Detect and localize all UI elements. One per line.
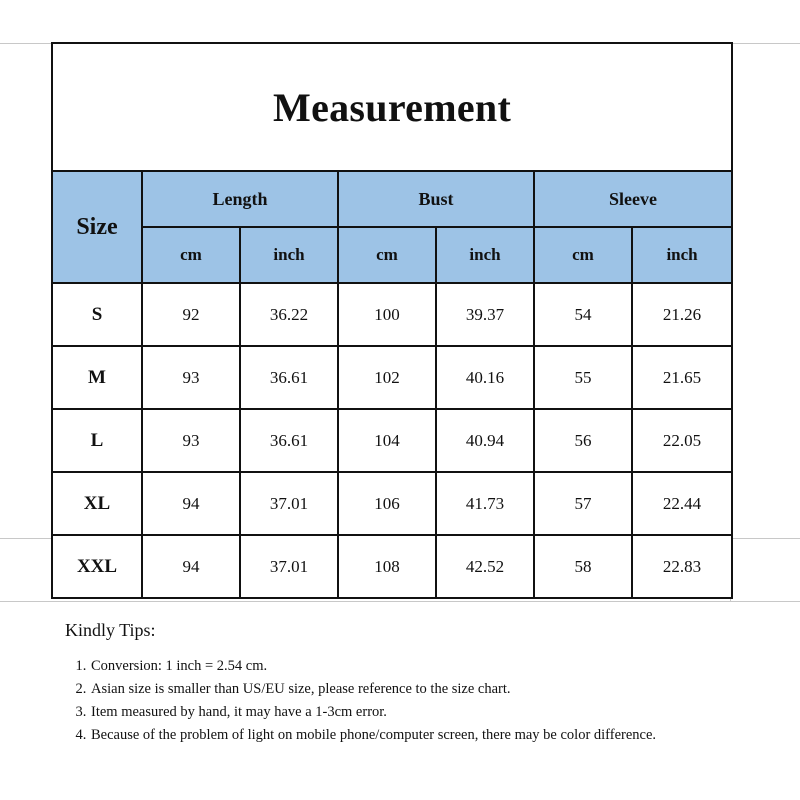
unit-header: cm (534, 227, 632, 283)
bust-inch-cell: 39.37 (436, 283, 534, 346)
unit-header: cm (338, 227, 436, 283)
table-row (52, 409, 732, 472)
sleeve-inch-cell: 22.83 (632, 535, 732, 598)
bust-cm-cell: 100 (338, 283, 436, 346)
tip-item: 2. Asian size is smaller than US/EU size, please reference to the size chart. (90, 678, 705, 701)
size-cell: XXL (52, 535, 142, 598)
length-inch-cell: 37.01 (240, 535, 338, 598)
sleeve-inch-cell: 22.44 (632, 472, 732, 535)
length-inch-cell: 36.22 (240, 283, 338, 346)
page-title: Measurement (273, 84, 512, 130)
tip-item: 4. Because of the problem of light on mobile phone/computer screen, there may be color difference. (90, 724, 705, 747)
tip-item: 3. Item measured by hand, it may have a 1-3cm error. (90, 701, 705, 724)
kindly-tips (65, 620, 705, 747)
bust-inch-cell: 41.73 (436, 472, 534, 535)
sleeve-cm-cell: 57 (534, 472, 632, 535)
length-cm-cell: 94 (142, 472, 240, 535)
sleeve-inch-cell: 21.65 (632, 346, 732, 409)
title-cell (52, 43, 732, 171)
sleeve-cm-cell: 55 (534, 346, 632, 409)
size-header: Size (52, 171, 142, 283)
table-row (52, 535, 732, 598)
table-row (52, 346, 732, 409)
sleeve-header: Sleeve (534, 171, 732, 227)
length-inch-cell: 36.61 (240, 409, 338, 472)
length-cm-cell: 92 (142, 283, 240, 346)
tips-title: Kindly Tips: (65, 620, 156, 640)
size-chart-table (51, 42, 733, 599)
sleeve-inch-cell: 22.05 (632, 409, 732, 472)
sleeve-cm-cell: 58 (534, 535, 632, 598)
sleeve-cm-cell: 54 (534, 283, 632, 346)
table-row (52, 283, 732, 346)
size-cell: XL (52, 472, 142, 535)
bust-cm-cell: 104 (338, 409, 436, 472)
length-cm-cell: 93 (142, 409, 240, 472)
unit-header: inch (240, 227, 338, 283)
unit-header: inch (632, 227, 732, 283)
size-cell: M (52, 346, 142, 409)
unit-header: inch (436, 227, 534, 283)
unit-header: cm (142, 227, 240, 283)
sheet-gridline (0, 601, 800, 602)
bust-cm-cell: 108 (338, 535, 436, 598)
bust-cm-cell: 106 (338, 472, 436, 535)
bust-inch-cell: 42.52 (436, 535, 534, 598)
bust-inch-cell: 40.16 (436, 346, 534, 409)
sleeve-inch-cell: 21.26 (632, 283, 732, 346)
size-cell: L (52, 409, 142, 472)
bust-inch-cell: 40.94 (436, 409, 534, 472)
bust-cm-cell: 102 (338, 346, 436, 409)
length-inch-cell: 36.61 (240, 346, 338, 409)
tip-item: 1. Conversion: 1 inch = 2.54 cm. (90, 655, 705, 678)
bust-header: Bust (338, 171, 534, 227)
table-row (52, 472, 732, 535)
length-inch-cell: 37.01 (240, 472, 338, 535)
length-cm-cell: 94 (142, 535, 240, 598)
tips-list (65, 655, 705, 747)
sleeve-cm-cell: 56 (534, 409, 632, 472)
size-cell: S (52, 283, 142, 346)
length-cm-cell: 93 (142, 346, 240, 409)
length-header: Length (142, 171, 338, 227)
